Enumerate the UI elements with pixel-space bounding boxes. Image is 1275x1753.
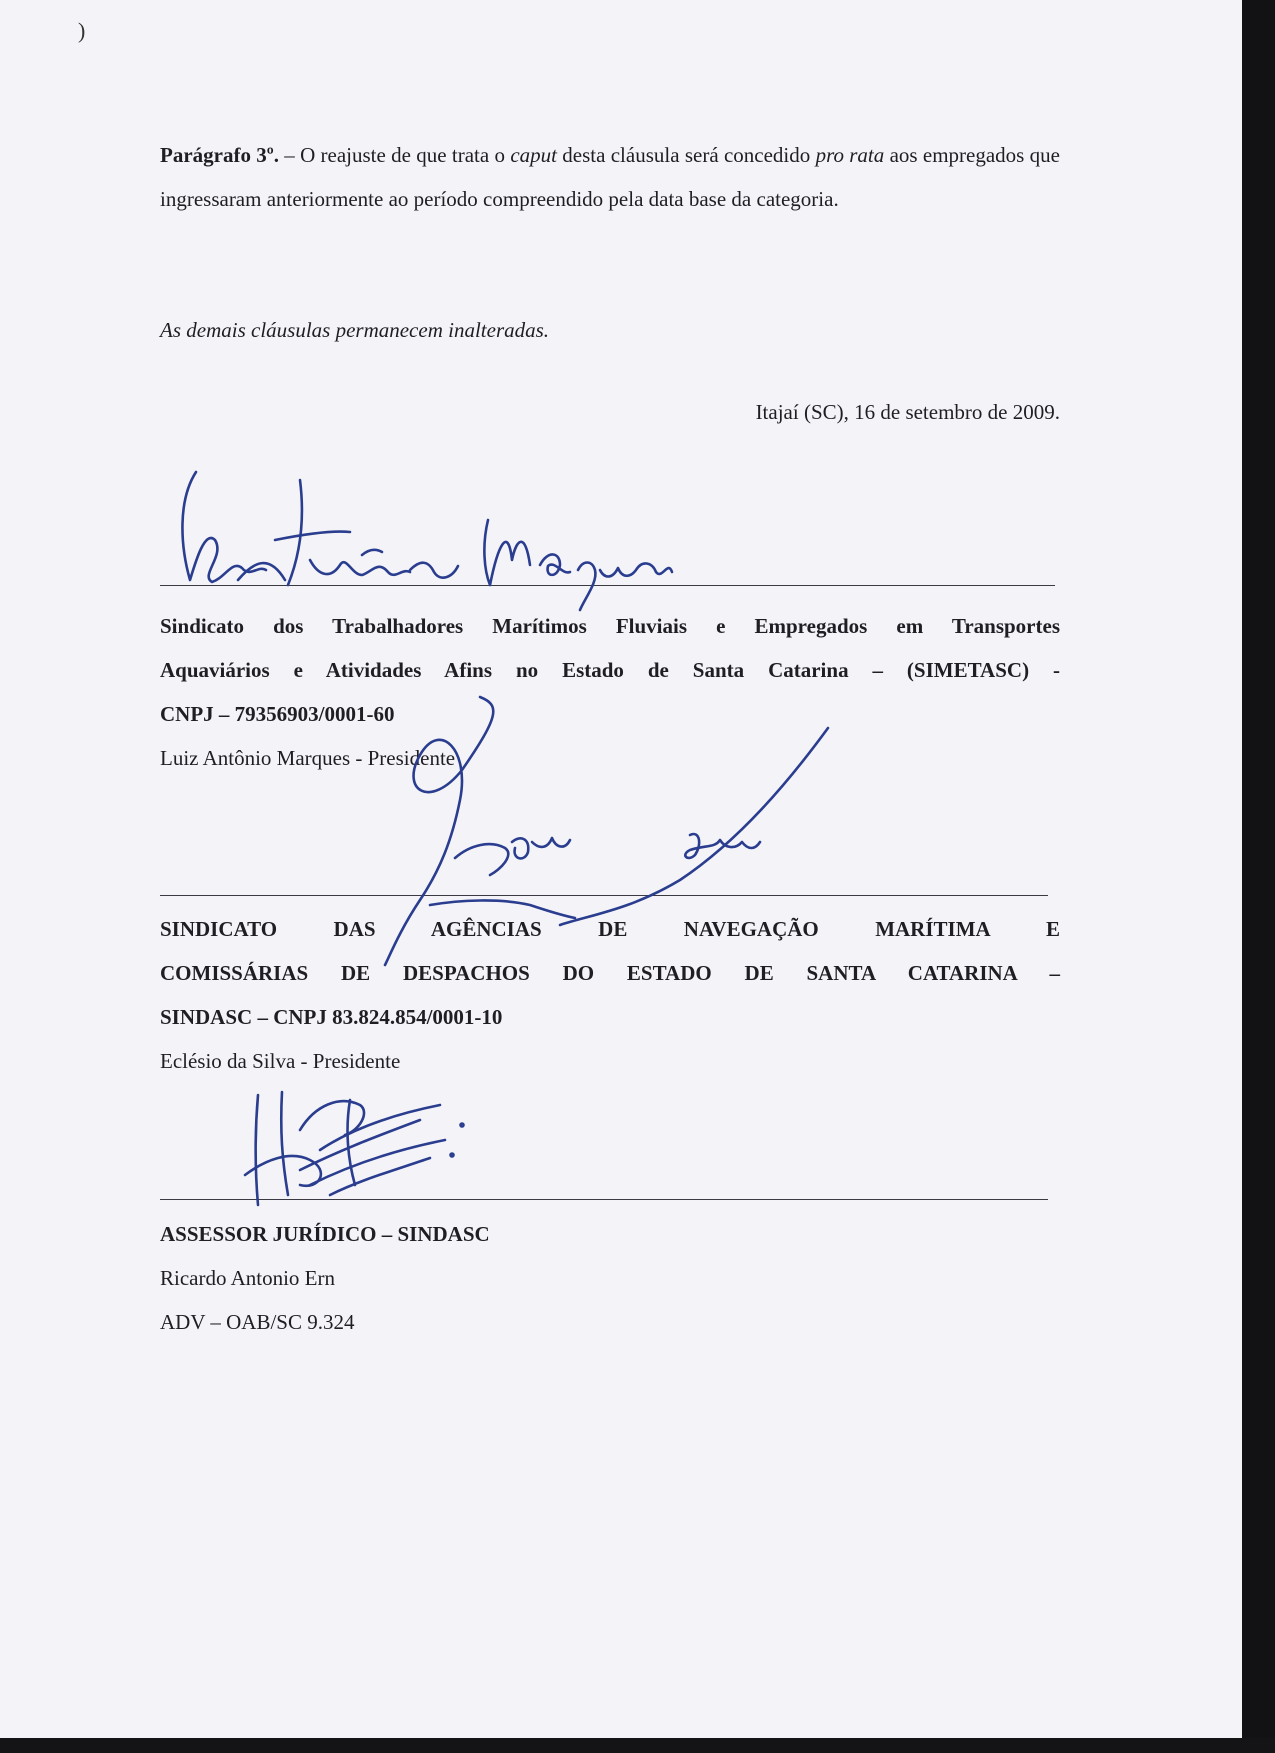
signatory-legal-advisor — [160, 1212, 1060, 1344]
signatory-sindasc — [160, 907, 1060, 1083]
paragraph-3 — [160, 133, 1060, 221]
legal-advisor-registration: ADV – OAB/SC 9.324 — [160, 1310, 355, 1334]
legal-advisor-title: ASSESSOR JURÍDICO – SINDASC — [160, 1222, 490, 1246]
simetasc-cnpj: CNPJ – 79356903/0001-60 — [160, 702, 395, 726]
legal-advisor-name: Ricardo Antonio Ern — [160, 1266, 335, 1290]
paragraph-3-pro-rata: pro rata — [815, 143, 885, 167]
scan-border-right — [1242, 0, 1275, 1753]
signatory-simetasc — [160, 604, 1060, 780]
signature-line-1 — [160, 585, 1055, 586]
paragraph-3-text-c: aos empregados que ingressaram anteriormente ao período compreendido pela data base da categoria. — [160, 143, 1060, 211]
sindasc-org-line-2: COMISSÁRIAS DE DESPACHOS DO ESTADO DE SANTA CATARINA – — [160, 961, 1060, 985]
paragraph-3-text-b: desta cláusula será concedido — [556, 143, 816, 167]
scan-speck: ) — [78, 18, 86, 43]
sindasc-cnpj: SINDASC – CNPJ 83.824.854/0001-10 — [160, 1005, 503, 1029]
simetasc-president: Luiz Antônio Marques - Presidente — [160, 746, 456, 770]
simetasc-org-line-2: Aquaviários e Atividades Afins no Estado de Santa Catarina – (SIMETASC) - — [160, 658, 1060, 682]
paragraph-3-caput: caput — [510, 143, 557, 167]
closing-statement: As demais cláusulas permanecem inalteradas. — [160, 318, 550, 342]
sindasc-president: Eclésio da Silva - Presidente — [160, 1049, 401, 1073]
paragraph-3-text-a: – O reajuste de que trata o — [278, 143, 511, 167]
signature-luiz-antonio-marques — [182, 472, 672, 610]
signature-ricardo-antonio-ern — [245, 1092, 464, 1205]
simetasc-org-line-1: Sindicato dos Trabalhadores Marítimos Fluviais e Empregados em Transportes — [160, 614, 1060, 638]
scan-border-bottom — [0, 1738, 1275, 1753]
paragraph-3-label: Parágrafo 3º. — [160, 143, 279, 167]
date-line: Itajaí (SC), 16 de setembro de 2009. — [755, 400, 1060, 424]
signature-line-2 — [160, 895, 1048, 896]
sindasc-org-line-1: SINDICATO DAS AGÊNCIAS DE NAVEGAÇÃO MARÍTIMA E — [160, 917, 1060, 941]
signature-line-3 — [160, 1199, 1048, 1200]
